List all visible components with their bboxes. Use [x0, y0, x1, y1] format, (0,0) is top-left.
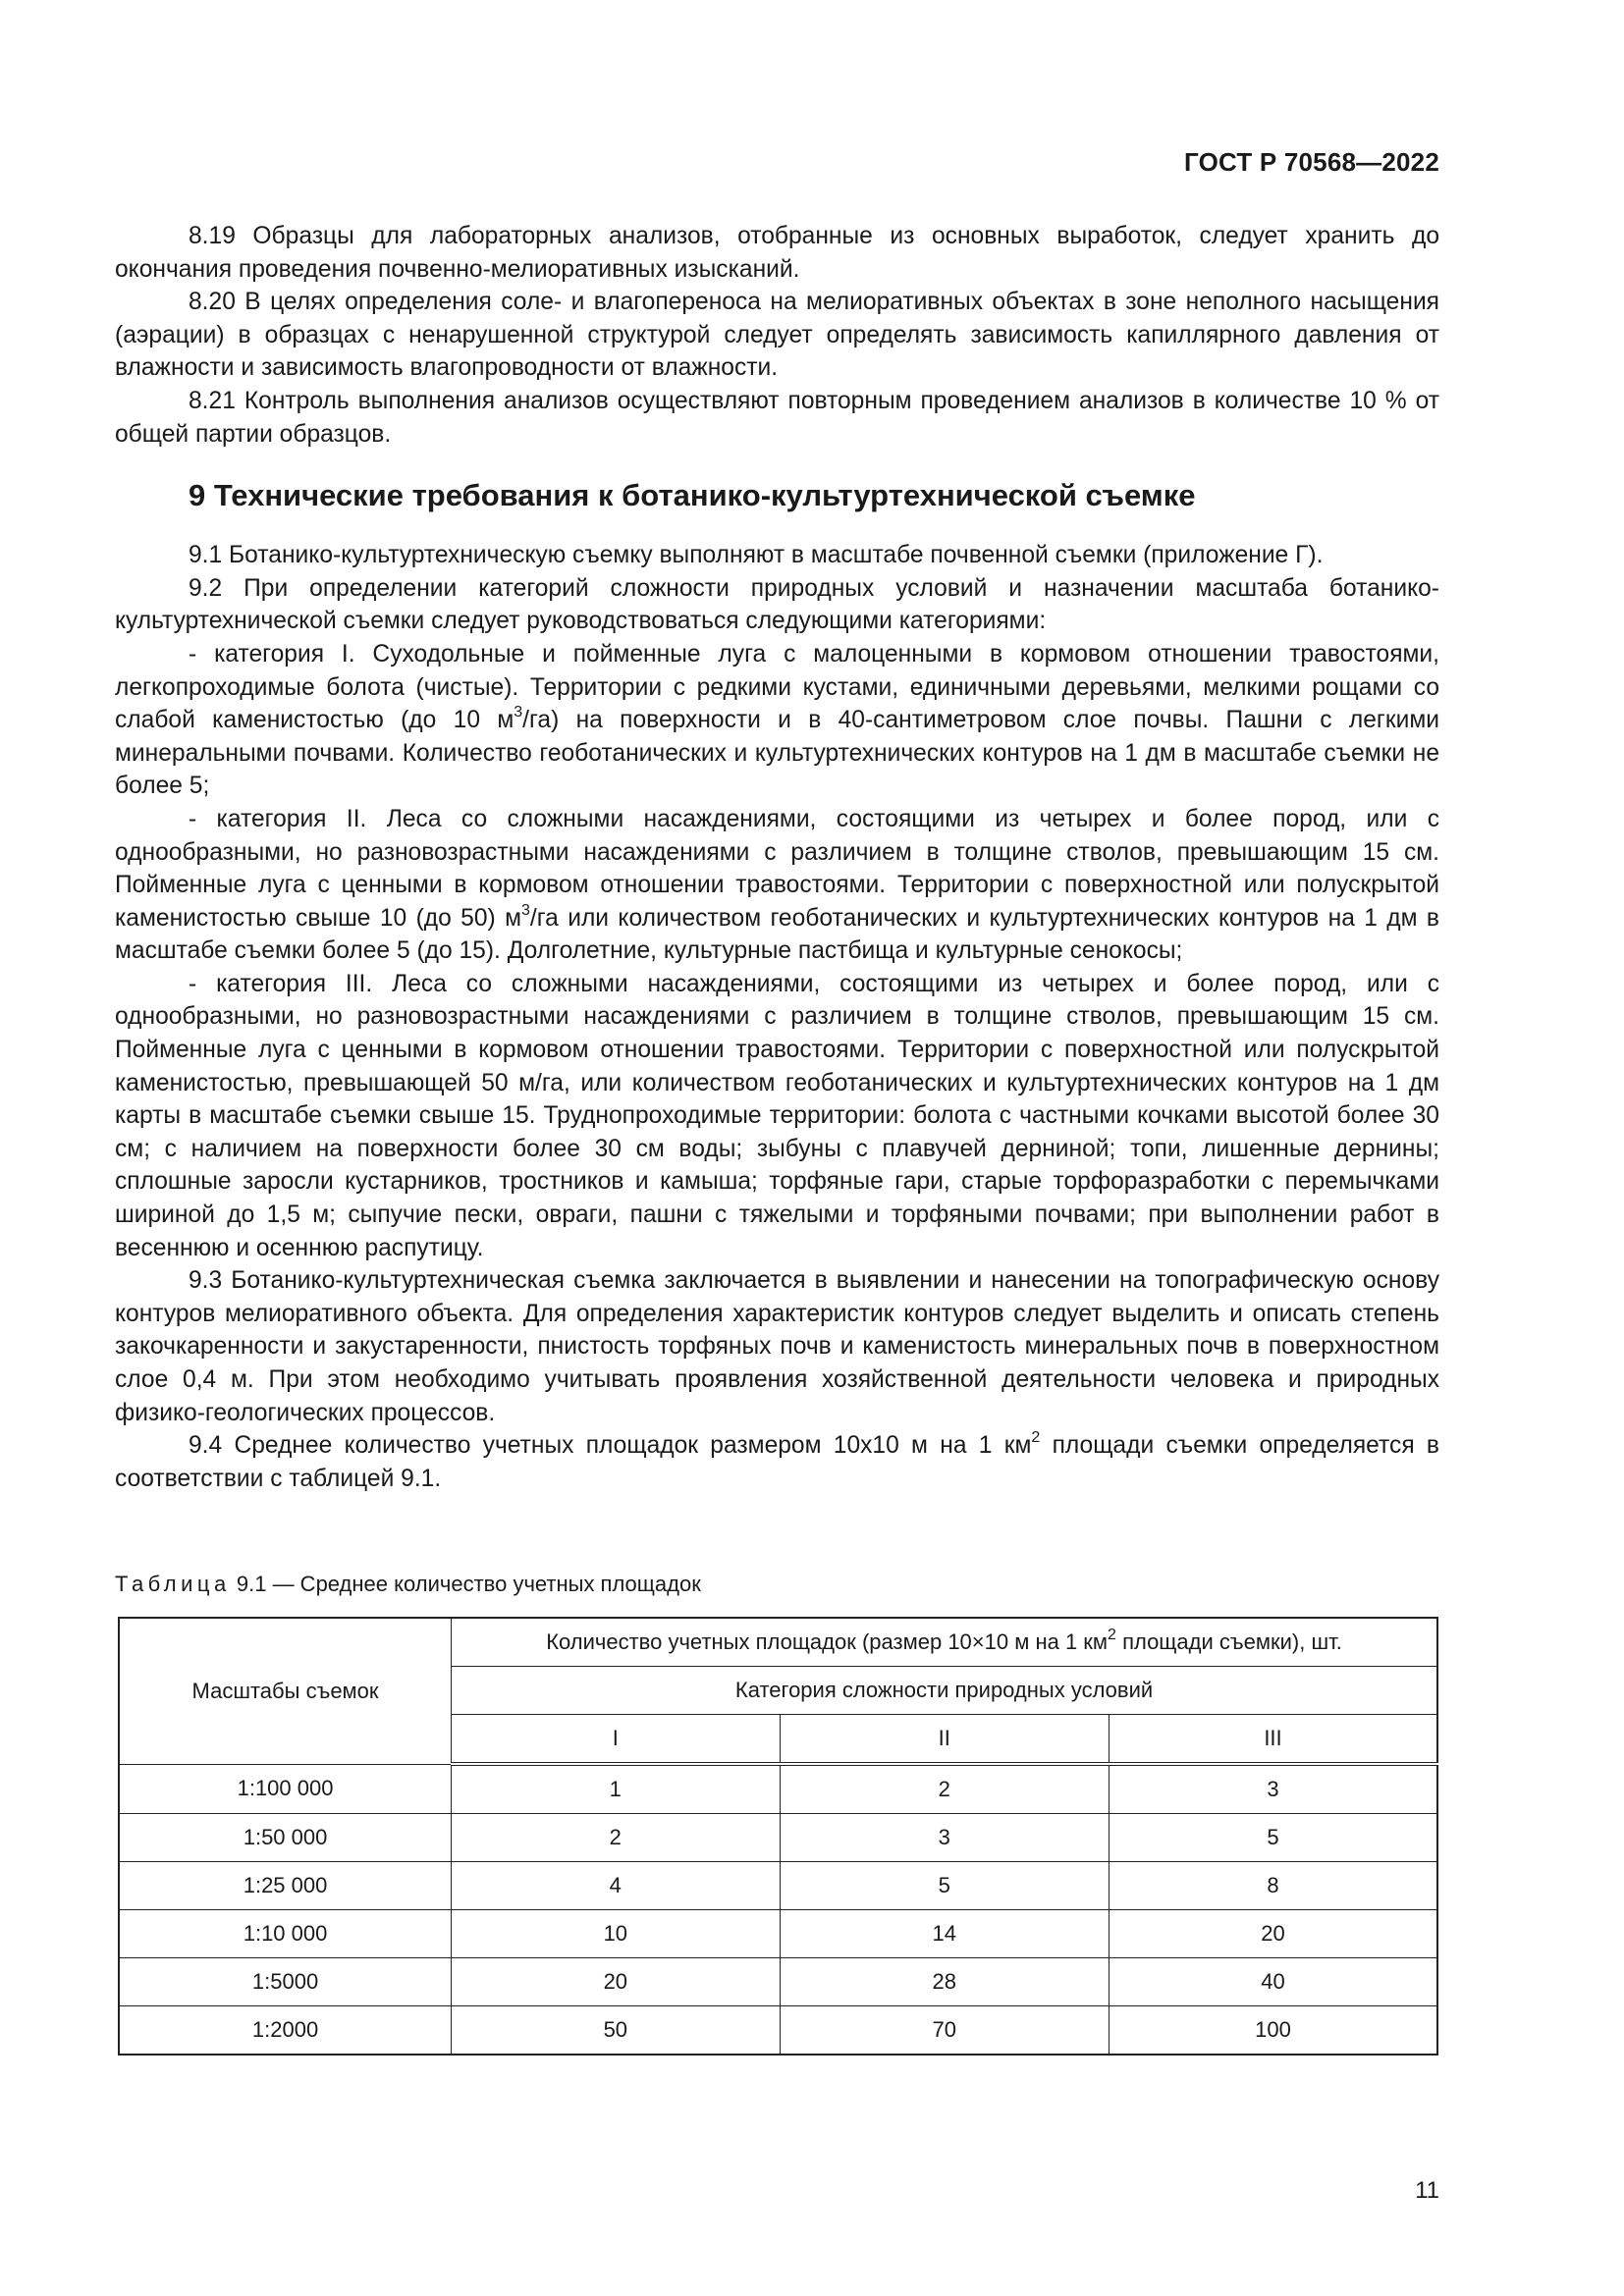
- table-header-scale: Масштабы съемок: [119, 1618, 452, 1764]
- table-cell: 70: [780, 2006, 1109, 2056]
- table-row: [119, 1814, 1437, 1862]
- table-cell: 1:25 000: [119, 1862, 452, 1910]
- table-row: [119, 2006, 1437, 2056]
- table-cell: 1:100 000: [119, 1764, 452, 1814]
- document-id-header: ГОСТ Р 70568—2022: [1184, 147, 1439, 177]
- table-cell: 1: [452, 1764, 780, 1814]
- paragraph-9-4-superscript: 2: [1031, 1429, 1041, 1446]
- table-cell: 3: [1109, 1764, 1437, 1814]
- table-cell: 1:50 000: [119, 1814, 452, 1862]
- table-header-main-superscript: 2: [1108, 1626, 1116, 1643]
- table-header-cat-2: II: [780, 1715, 1109, 1765]
- table-cell: 2: [452, 1814, 780, 1862]
- paragraph-9-2: 9.2 При определении категорий сложности природных условий и назначении масштаба ботанико-культуртехнической съемки следует руководствоваться следующими категориями:: [115, 574, 1439, 635]
- category-2-superscript: 3: [521, 901, 530, 919]
- table-cell: 5: [780, 1862, 1109, 1910]
- table-cell: 100: [1109, 2006, 1437, 2056]
- table-header-category: Категория сложности природных условий: [452, 1667, 1437, 1715]
- table-header-main-a: Количество учетных площадок (размер 10×10 м на 1 км: [546, 1629, 1109, 1654]
- table-9-1: [118, 1617, 1438, 2056]
- table-cell: 8: [1109, 1862, 1437, 1910]
- table-caption-label: Таблица: [115, 1572, 231, 1596]
- paragraph-9-4: [115, 1429, 1439, 1495]
- paragraph-8-20: 8.20 В целях определения соле- и влагопереноса на мелиоративных объектах в зоне неполного насыщения (аэрации) в образцах с ненарушенной структурой следует определять зависимость капиллярного давления от влажности и зависимость влагопроводности от влажности.: [115, 289, 1439, 382]
- category-1-text-a: - категория I. Суходольные и пойменные луга с малоценными в кормовом отношении травостоями, легкопроходимые болота (чистые). Территории с редкими кустами, единичными деревьями, мелкими рощами со слабой каменистостью (до 10 м: [115, 640, 1439, 734]
- category-2-text-a: - категория II. Леса со сложными насаждениями, состоящими из четырех и более пород, или с однообразными, но разновозрастными насаждениями с различием в толщине стволов, превышающим 15 см. Пойменные луга с ценными в кормовом отношении травостоями. Территории с поверхностной или полускрытой каменистостью свыше 10 (до 50) м: [115, 805, 1439, 932]
- table-cell: 1:5000: [119, 1958, 452, 2006]
- table-header-main-b: площади съемки), шт.: [1115, 1629, 1342, 1654]
- paragraph-9-4-text-b: площади съемки определяется в соответствии с таблицей 9.1.: [115, 1432, 1439, 1492]
- paragraph-8-21: 8.21 Контроль выполнения анализов осуществляют повторным проведением анализов в количестве 10 % от общей партии образцов.: [115, 387, 1439, 448]
- table-header-cat-1: I: [452, 1715, 780, 1765]
- paragraph-8-19: 8.19 Образцы для лабораторных анализов, отобранные из основных выработок, следует хранить до окончания проведения почвенно-мелиоративных изысканий.: [115, 223, 1439, 283]
- table-cell: 40: [1109, 1958, 1437, 2006]
- category-2-text-b: /га или количеством геоботанических и культуртехнических контуров на 1 дм в масштабе съемки более 5 (до 15). Долголетние, культурные пастбища и культурные сенокосы;: [115, 904, 1439, 965]
- category-1-item: [115, 638, 1439, 803]
- table-cell: 20: [1109, 1910, 1437, 1958]
- table-cell: 14: [780, 1910, 1109, 1958]
- page-body: [115, 220, 1439, 1495]
- table-cell: 2: [780, 1764, 1109, 1814]
- table-cell: 10: [452, 1910, 780, 1958]
- table-cell: 4: [452, 1862, 780, 1910]
- table-caption: [115, 1571, 701, 1598]
- category-2-item: [115, 803, 1439, 968]
- table-header-cat-3: III: [1109, 1715, 1437, 1765]
- table-row: [119, 1862, 1437, 1910]
- table-header-main: [452, 1618, 1437, 1667]
- table-row: [119, 1910, 1437, 1958]
- table-cell: 20: [452, 1958, 780, 2006]
- paragraph-9-1: 9.1 Ботанико-культуртехническую съемку выполняют в масштабе почвенной съемки (приложение Г).: [189, 542, 1324, 569]
- table-caption-text: 9.1 — Среднее количество учетных площадок: [230, 1572, 701, 1596]
- table-cell: 1:2000: [119, 2006, 452, 2056]
- category-1-superscript: 3: [514, 703, 523, 721]
- table-cell: 28: [780, 1958, 1109, 2006]
- page-number: 11: [1415, 2177, 1439, 2204]
- table-cell: 5: [1109, 1814, 1437, 1862]
- paragraph-9-4-text-a: 9.4 Среднее количество учетных площадок размером 10х10 м на 1 км: [189, 1432, 1032, 1460]
- table-row: [119, 1958, 1437, 2006]
- table-cell: 50: [452, 2006, 780, 2056]
- table-cell: 1:10 000: [119, 1910, 452, 1958]
- category-1-text-b: /га) на поверхности и в 40-сантиметровом слое почвы. Пашни с легкими минеральными почвами. Количество геоботанических и культуртехнических контуров на 1 дм в масштабе съемки не более 5;: [115, 707, 1440, 800]
- paragraph-9-3: 9.3 Ботанико-культуртехническая съемка заключается в выявлении и нанесении на топографическую основу контуров мелиоративного объекта. Для определения характеристик контуров следует выделить и описать степень закочкаренности и закустаренности, пнистость торфяных почв и каменистость минеральных почв в поверхностном слое 0,4 м. При этом необходимо учитывать проявления хозяйственной деятельности человека и природных физико-геологических процессов.: [115, 1267, 1439, 1426]
- table-cell: 3: [780, 1814, 1109, 1862]
- category-3-item: - категория III. Леса со сложными насаждениями, состоящими из четырех и более пород, или с однообразными, но разновозрастными насаждениями с различием в толщине стволов, превышающим 15 см. Пойменные луга с ценными в кормовом отношении травостоями. Территории с поверхностной или полускрытой каменистостью, превышающей 50 м/га, или количеством геоботанических и культуртехнических контуров на 1 дм карты в масштабе съемки свыше 15. Труднопроходимые территории: болота с частными кочками высотой более 30 см; с наличием на поверхности более 30 см воды; зыбуны с плавучей дерниной; топи, лишенные дернины; сплошные заросли кустарников, тростников и камыша; торфяные гари, старые торфоразработки с перемычками шириной до 1,5 м; сыпучие пески, овраги, пашни с тяжелыми и торфяными почвами; при выполнении работ в весеннюю и осеннюю распутицу.: [115, 970, 1439, 1261]
- section-9-heading: 9 Технические требования к ботанико-культуртехнической съемке: [189, 478, 1196, 513]
- table-row: [119, 1764, 1437, 1814]
